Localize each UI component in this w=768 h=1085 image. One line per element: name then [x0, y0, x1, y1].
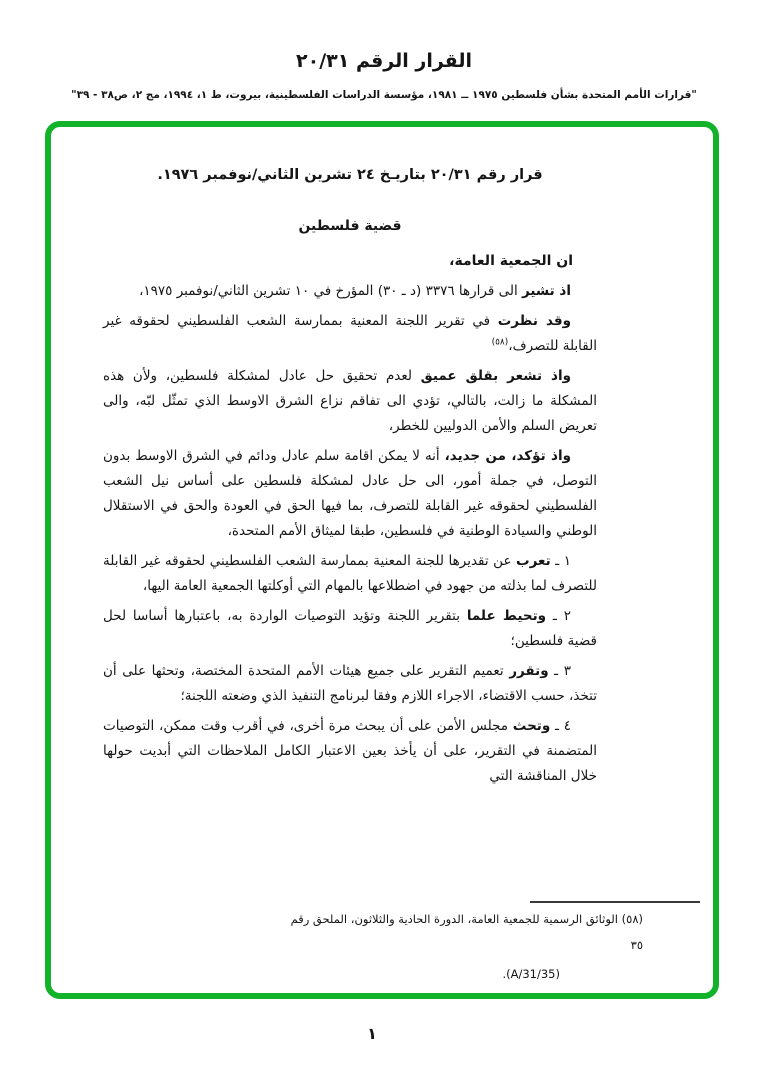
resolution-heading: قرار رقم ٢٠/٣١ بتاريـخ ٢٤ تشرين الثاني/نوفمبر ١٩٧٦. — [157, 167, 543, 183]
item-number: ١ ـ — [550, 553, 571, 569]
paragraph-text: بتقرير اللجنة وتؤيد التوصيات الواردة به، باعتبارها أساسا لحل قضية فلسطين؛ — [103, 608, 597, 649]
case-title: قضية فلسطين — [298, 218, 402, 234]
page-number: ١ — [367, 1024, 377, 1043]
paragraph-text: لعدم تحقيق حل عادل لمشكلة فلسطين، ولأن هذه المشكلة ما زالت، بالتالي، تؤدي الى تفاقم نزاع الشرق الاوسط الذي تمثّل لبّه، والى تعريض السلم والأمن الدوليين للخطر، — [103, 368, 597, 434]
paragraph-text: في تقرير اللجنة المعنية بممارسة الشعب الفلسطيني لحقوقه غير القابلة للتصرف، — [103, 313, 597, 354]
footnote-reference-marker: (٥٨) — [491, 337, 509, 348]
item-number: ٣ ـ — [548, 663, 571, 679]
paragraph-lead: واذ تشعر بقلق عميق — [420, 368, 572, 384]
paragraph-text: تعميم التقرير على جميع هيئات الأمم المتحدة المختصة، وتحثها على أن تتخذ، حسب الاقتضاء، الاجراء اللازم وفقا لبرنامج التنفيذ الذي وضعته اللجنة؛ — [103, 663, 597, 704]
footnote-symbol: (A/31/35). — [502, 967, 560, 981]
paragraph-text: مجلس الأمن على أن يبحث مرة أخرى، في أقرب وقت ممكن، التوصيات المتضمنة في التقرير، على أن يأخذ بعين الاعتبار الكامل الملاحظات التي أبديت حولها خلال المناقشة التي — [103, 718, 597, 784]
paragraph-text: عن تقديرها للجنة المعنية بممارسة الشعب الفلسطيني لحقوقه غير القابلة للتصرف لما بذلته من جهود في اضطلاعها بالمهام التي أوكلتها الجمعية العامة اليها، — [103, 553, 597, 594]
paragraph-lead: وتحث — [512, 718, 551, 734]
operative-item-1 — [103, 549, 597, 599]
footnote-separator — [530, 901, 700, 903]
operative-item-2 — [103, 604, 597, 654]
operative-item-4 — [103, 714, 597, 789]
resolution-body — [103, 127, 597, 789]
assembly-opening: ان الجمعية العامة، — [449, 253, 573, 269]
paragraph-lead: وقد نظرت — [497, 313, 571, 329]
preamble-paragraph-4 — [103, 444, 597, 544]
preamble-paragraph-1 — [103, 279, 597, 304]
paragraph-lead: وتحيط علما — [466, 608, 547, 624]
paragraph-text: أنه لا يمكن اقامة سلم عادل ودائم في الشرق الاوسط بدون التوصل، في جملة أمور، الى حل عادل لمشكلة فلسطين على أساس نيل الشعب الفلسطيني لحقوقه غير القابلة للتصرف، بما فيها الحق في العودة والحق في الاستقلال الوطني والسيادة الوطنية في فلسطين، طبقا لميثاق الأمم المتحدة، — [103, 448, 597, 539]
footnote — [279, 906, 643, 987]
preamble-paragraph-3 — [103, 364, 597, 439]
item-number: ٤ ـ — [550, 718, 571, 734]
operative-item-3 — [103, 659, 597, 709]
footnote-text: (٥٨) الوثائق الرسمية للجمعية العامة، الدورة الحادية والثلاثون، الملحق رقم ٣٥ — [290, 912, 643, 952]
source-citation: "قرارات الأمم المتحدة بشأن فلسطين ١٩٧٥ ــ ١٩٨١، مؤسسة الدراسات الفلسطينية، بيروت، ط ١، ١٩٩٤، مج ٢، ص٣٨ - ٣٩" — [71, 89, 697, 101]
paragraph-lead: تعرب — [516, 553, 551, 569]
paragraph-text: الى قرارها ٣٣٧٦ (د ـ ٣٠) المؤرخ في ١٠ تشرين الثاني/نوفمبر ١٩٧٥، — [139, 283, 523, 299]
page-title: القرار الرقم ٢٠/٣١ — [296, 50, 472, 72]
paragraph-lead: واذ تؤكد، من جديد، — [444, 448, 571, 464]
paragraph-lead: اذ تشير — [522, 283, 571, 299]
item-number: ٢ ـ — [546, 608, 571, 624]
preamble-paragraph-2 — [103, 309, 597, 359]
paragraph-lead: وتقرر — [509, 663, 549, 679]
